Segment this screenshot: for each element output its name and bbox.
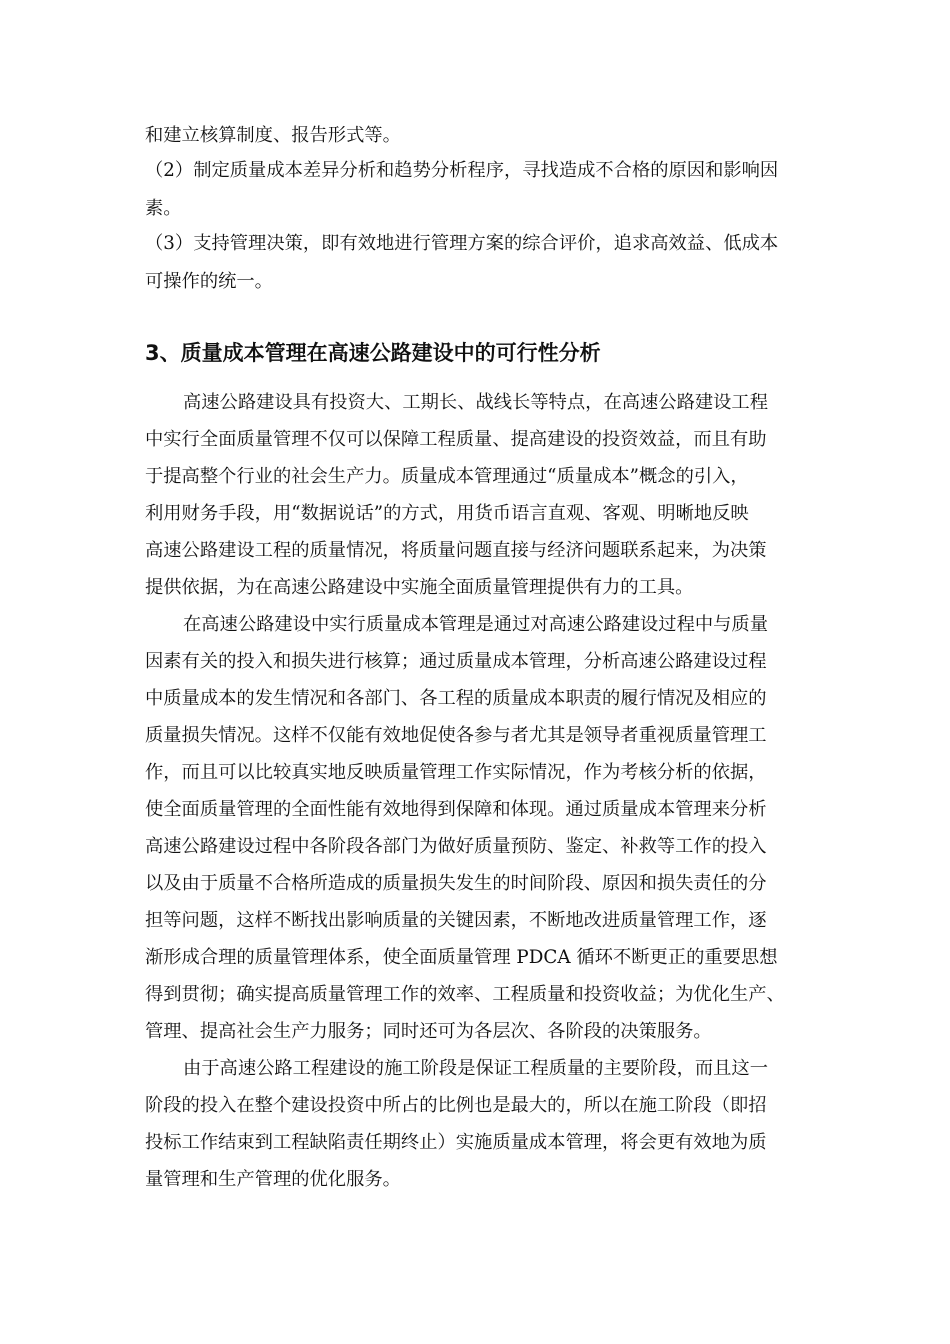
- paragraph-line: 在高速公路建设中实行质量成本管理是通过对高速公路建设过程中与质量: [183, 614, 768, 635]
- paragraph-line: 担等问题，这样不断找出影响质量的关键因素，不断地改进质量管理工作，逐: [145, 910, 767, 931]
- paragraph-line: 阶段的投入在整个建设投资中所占的比例也是最大的，所以在施工阶段（即招: [145, 1095, 767, 1116]
- paragraph-line: 中质量成本的发生情况和各部门、各工程的质量成本职责的履行情况及相应的: [145, 688, 767, 709]
- paragraph-line: 使全面质量管理的全面性能有效地得到保障和体现。通过质量成本管理来分析: [145, 799, 767, 820]
- intro-line: 可操作的统一。: [145, 271, 273, 292]
- paragraph-line: 管理、提高社会生产力服务；同时还可为各层次、各阶段的决策服务。: [145, 1021, 712, 1042]
- paragraph-line: 提供依据，为在高速公路建设中实施全面质量管理提供有力的工具。: [145, 577, 694, 598]
- intro-line: （3）支持管理决策，即有效地进行管理方案的综合评价，追求高效益、低成本: [145, 233, 779, 254]
- paragraph-line: 高速公路建设过程中各阶段各部门为做好质量预防、鉴定、补救等工作的投入: [145, 836, 767, 857]
- paragraph-line: 由于高速公路工程建设的施工阶段是保证工程质量的主要阶段，而且这一: [183, 1058, 768, 1079]
- paragraph-line: 高速公路建设具有投资大、工期长、战线长等特点，在高速公路建设工程: [183, 392, 768, 413]
- paragraph-line: 质量损失情况。这样不仅能有效地促使各参与者尤其是领导者重视质量管理工: [145, 725, 767, 746]
- paragraph-line: 因素有关的投入和损失进行核算；通过质量成本管理，分析高速公路建设过程: [145, 651, 767, 672]
- paragraph-line: 作，而且可以比较真实地反映质量管理工作实际情况，作为考核分析的依据，: [145, 762, 767, 783]
- intro-line: （2）制定质量成本差异分析和趋势分析程序，寻找造成不合格的原因和影响因: [145, 160, 779, 181]
- intro-line: 和建立核算制度、报告形式等。: [145, 125, 401, 146]
- paragraph-line: 中实行全面质量管理不仅可以保障工程质量、提高建设的投资效益，而且有助: [145, 429, 767, 450]
- paragraph-line: 利用财务手段，用“数据说话”的方式，用货币语言直观、客观、明晰地反映: [145, 503, 749, 524]
- paragraph-line: 得到贯彻；确实提高质量管理工作的效率、工程质量和投资收益；为优化生产、: [145, 984, 785, 1005]
- paragraph-line: 量管理和生产管理的优化服务。: [145, 1169, 401, 1190]
- paragraph-line: 高速公路建设工程的质量情况，将质量问题直接与经济问题联系起来，为决策: [145, 540, 767, 561]
- paragraph-line: 投标工作结束到工程缺陷责任期终止）实施质量成本管理，将会更有效地为质: [145, 1132, 767, 1153]
- section-heading: 3、质量成本管理在高速公路建设中的可行性分析: [145, 341, 601, 365]
- paragraph-line: 以及由于质量不合格所造成的质量损失发生的时间阶段、原因和损失责任的分: [145, 873, 767, 894]
- intro-line: 素。: [145, 198, 182, 219]
- paragraph-line: 渐形成合理的质量管理体系，使全面质量管理 PDCA 循环不断更正的重要思想: [145, 947, 778, 968]
- paragraph-line: 于提高整个行业的社会生产力。质量成本管理通过“质量成本”概念的引入，: [145, 466, 749, 487]
